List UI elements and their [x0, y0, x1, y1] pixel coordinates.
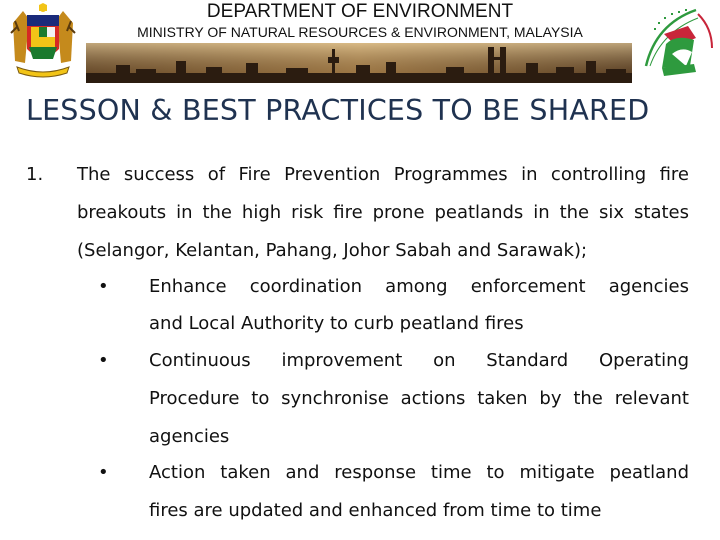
- paragraph-line: breakouts in the high risk fire prone peatlands in the six states: [77, 202, 689, 223]
- bullet-dot: •: [98, 276, 109, 297]
- bullet-line: and Local Authority to curb peatland fires: [149, 313, 524, 334]
- paragraph-line: The success of Fire Prevention Programmes in controlling fire: [77, 164, 689, 185]
- header-subtitle: MINISTRY OF NATURAL RESOURCES & ENVIRONMENT, MALAYSIA: [137, 24, 583, 40]
- bullet-dot: •: [98, 462, 109, 483]
- bullet-line: Continuous improvement on Standard Operating: [149, 350, 689, 371]
- paragraph-line: (Selangor, Kelantan, Pahang, Johor Sabah and Sarawak);: [77, 240, 588, 261]
- bullet-line: Enhance coordination among enforcement agencies: [149, 276, 689, 297]
- slide-title: LESSON & BEST PRACTICES TO BE SHARED: [26, 94, 650, 127]
- bullet-line: fires are updated and enhanced from time to time: [149, 500, 602, 521]
- item-number: 1.: [26, 164, 44, 185]
- bullet-line: agencies: [149, 426, 230, 447]
- bullet-dot: •: [98, 350, 109, 371]
- header-title: DEPARTMENT OF ENVIRONMENT: [206, 1, 514, 22]
- bullet-line: Procedure to synchronise actions taken by the relevant: [149, 388, 689, 409]
- bullet-line: Action taken and response time to mitigate peatland: [149, 462, 689, 483]
